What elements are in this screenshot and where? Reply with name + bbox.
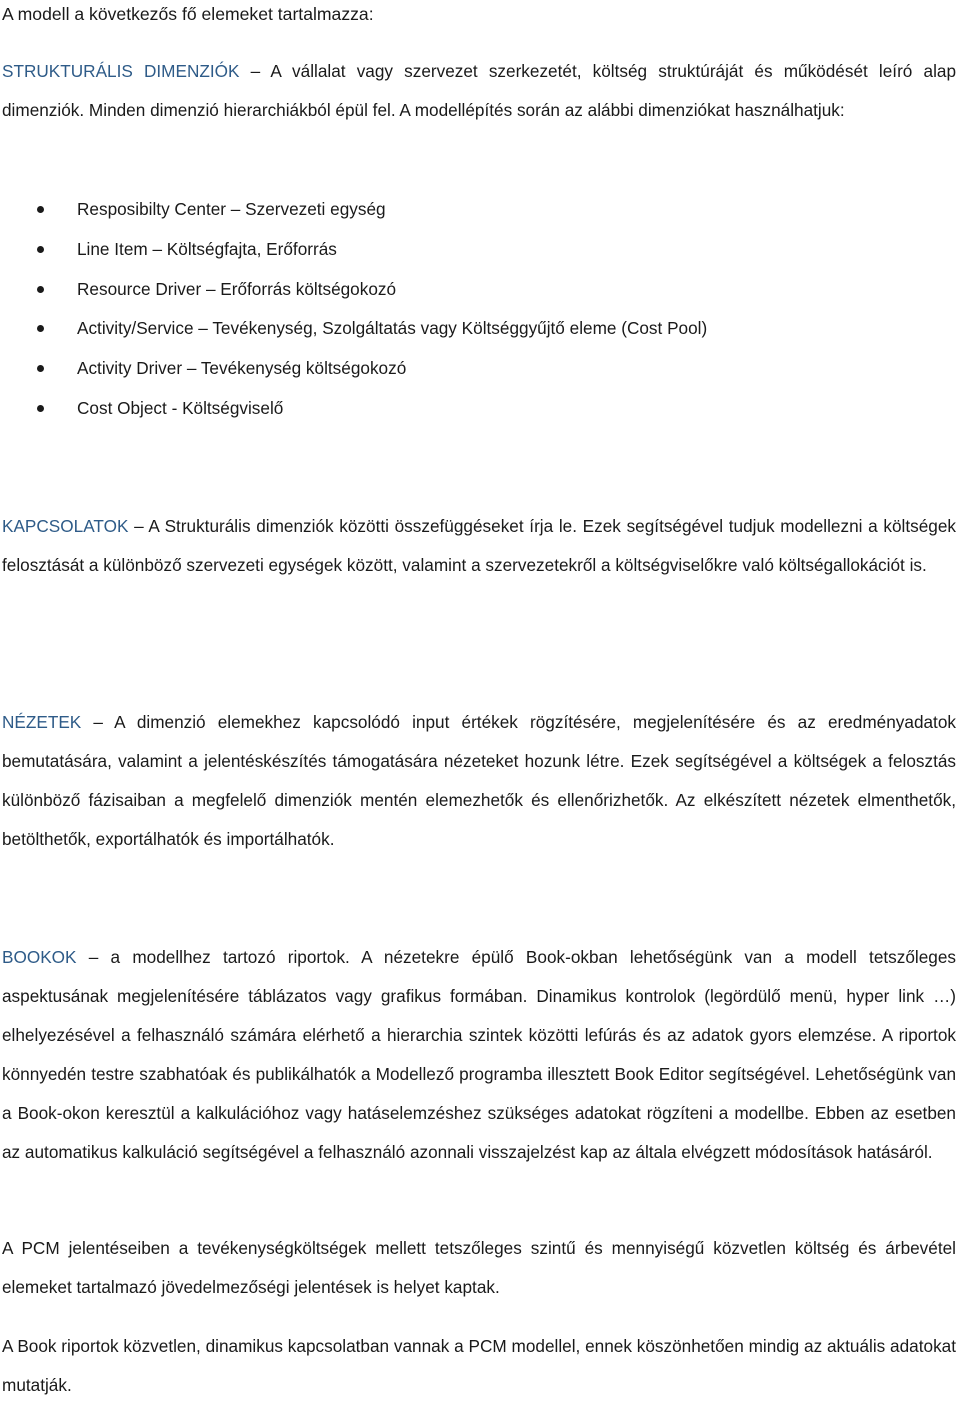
list-item-text: Resposibilty Center – Szervezeti egység bbox=[77, 199, 386, 219]
views-text: – A dimenzió elemekhez kapcsolódó input értékek rögzítésére, megjelenítésére és az eredményadatok bemutatására, valamint a jelentéskészítés támogatására nézeteket hozunk létre. Ezek segítségével a költségek a felosztás különböző fázisaiban a megfelelő dimenziók mentén elemezhetők és ellenőrizhetők. Az elkészített nézetek elmenthetők, betölthetők, exportálhatók és importálhatók. bbox=[2, 712, 956, 849]
list-item bbox=[0, 349, 900, 389]
relationships-paragraph bbox=[2, 507, 956, 585]
intro-line: A modell a következős fő elemeket tartalmazza: bbox=[2, 4, 374, 24]
list-item bbox=[0, 230, 900, 270]
views-paragraph bbox=[2, 703, 956, 859]
list-item-text: Activity/Service – Tevékenység, Szolgáltatás vagy Költséggyűjtő eleme (Cost Pool) bbox=[77, 318, 708, 339]
list-item bbox=[0, 270, 900, 310]
bullet-icon bbox=[37, 325, 44, 332]
bullet-icon bbox=[37, 365, 44, 372]
views-keyword: NÉZETEK bbox=[2, 712, 82, 732]
list-item bbox=[0, 190, 900, 230]
list-item-text: Activity Driver – Tevékenység költségokozó bbox=[77, 358, 407, 379]
list-item bbox=[0, 309, 900, 349]
relationships-keyword: KAPCSOLATOK bbox=[2, 516, 129, 536]
structural-dimensions-text: – A vállalat vagy szervezet szerkezetét, költség struktúráját és működését leíró alap dimenziók. Minden dimenzió hierarchiákból épül fel. A modellépítés során az alábbi dimenziókat használhatjuk: bbox=[2, 61, 957, 120]
structural-dimensions-paragraph bbox=[2, 52, 956, 130]
list-item-text: Cost Object - Költségviselő bbox=[77, 397, 284, 418]
structural-dimensions-keyword: STRUKTURÁLIS DIMENZIÓK bbox=[2, 61, 240, 81]
bullet-icon bbox=[37, 206, 44, 213]
bullet-icon bbox=[37, 246, 44, 253]
bullet-icon bbox=[37, 286, 44, 293]
dimension-list bbox=[0, 190, 900, 429]
list-item-text: Resource Driver – Erőforrás költségokozó bbox=[77, 278, 397, 299]
books-paragraph bbox=[2, 938, 956, 1172]
list-item bbox=[0, 389, 900, 429]
book-reports-paragraph: A Book riportok közvetlen, dinamikus kapcsolatban vannak a PCM modellel, ennek köszönhetően mindig az aktuális adatokat mutatják. bbox=[2, 1336, 956, 1395]
pcm-reports-paragraph: A PCM jelentéseiben a tevékenységköltségek mellett tetszőleges szintű és mennyiségű közvetlen költség és árbevétel elemeket tartalmazó jövedelmezőségi jelentések is helyet kaptak. bbox=[2, 1238, 956, 1297]
bullet-icon bbox=[37, 405, 44, 412]
list-item-text: Line Item – Költségfajta, Erőforrás bbox=[77, 238, 337, 259]
relationships-text: – A Strukturális dimenziók közötti összefüggéseket írja le. Ezek segítségével tudjuk modellezni a költségek felosztását a különböző szervezeti egységek között, valamint a szervezetekről a költségviselőkre való költségallokációt is. bbox=[2, 516, 956, 575]
books-keyword: BOOKOK bbox=[2, 947, 77, 967]
books-text: – a modellhez tartozó riportok. A nézetekre épülő Book-okban lehetőségünk van a modell tetszőleges aspektusának megjelenítésére táblázatos vagy grafikus formában. Dinamikus kontrolok (legördülő menü, hyper link …) elhelyezésével a felhasználó számára elérhető a hierarchia szintek közötti lefúrás és az adatok gyors elemzése. A riportok könnyedén testre szabhatóak és publikálhatók a Modellező programba illesztett Book Editor segítségével. Lehetőségünk van a Book-okon keresztül a kalkulációhoz vagy hatáselemzéshez szükséges adatokat rögzíteni a modellbe. Ebben az esetben az automatikus kalkuláció segítségével a felhasználó azonnali visszajelzést kap az általa elvégzett módosítások hatásáról. bbox=[2, 947, 956, 1162]
